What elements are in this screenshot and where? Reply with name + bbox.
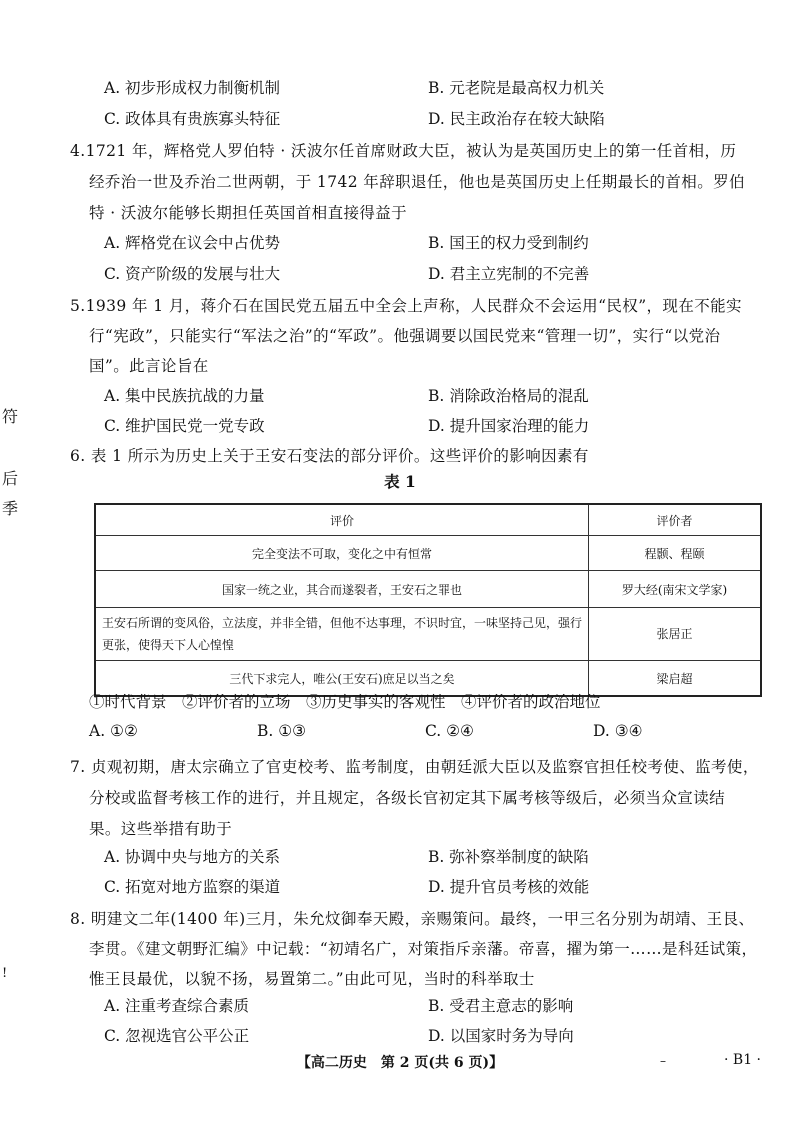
q7-options-row-1 xyxy=(104,845,764,875)
q7-option-a[interactable]: A. 协调中央与地方的关系 xyxy=(104,848,281,866)
q4-option-a[interactable]: A. 辉格党在议会中占优势 xyxy=(104,234,281,252)
table-cell-evaluation: 国家一统之业，其合而遂裂者，王安石之罪也 xyxy=(95,571,589,608)
q8-option-c[interactable]: C. 忽视选官公平公正 xyxy=(104,1027,250,1045)
margin-char: 后 xyxy=(2,469,19,488)
q8-stem-line: 8. 明建文二年(1400 年)三月，朱允炆御奉天殿，亲赐策问。最终，一甲三名分别为胡靖、王艮、 xyxy=(70,910,755,928)
q5-stem-line: 5.1939 年 1 月，蒋介石在国民党五届五中全会上声称，人民群众不会运用“民权”，现在不能实 xyxy=(70,297,742,315)
q8-options-row-2 xyxy=(104,1024,764,1054)
q7-option-d[interactable]: D. 提升官员考核的效能 xyxy=(428,878,590,896)
table-row xyxy=(95,536,761,571)
q3-options-row-2 xyxy=(104,107,764,137)
q7-option-b[interactable]: B. 弥补察举制度的缺陷 xyxy=(428,848,589,866)
table-cell-evaluation: 王安石所谓的变风俗，立法度，并非全错，但他不达事理，不识时宜，一味坚持己见，强行更张，使得天下人心惶惶 xyxy=(95,608,589,661)
table-cell-author: 罗大经(南宋文学家) xyxy=(589,571,762,608)
table-row xyxy=(95,608,761,661)
q6-option-c[interactable]: C. ②④ xyxy=(425,722,474,740)
q6-option-b[interactable]: B. ①③ xyxy=(257,722,307,740)
q3-options-row-1 xyxy=(104,76,764,106)
q6-factor-list: ①时代背景 ②评价者的立场 ③历史事实的客观性 ④评价者的政治地位 xyxy=(89,693,601,711)
q5-option-c[interactable]: C. 维护国民党一党专政 xyxy=(104,417,265,435)
q5-stem-line: 国”。此言论旨在 xyxy=(89,357,209,375)
table-caption: 表 1 xyxy=(384,472,416,491)
q8-option-d[interactable]: D. 以国家时务为导向 xyxy=(428,1027,574,1045)
q8-stem-line: 李贯。《建文朝野汇编》中记载：“初靖名广，对策指斥亲藩。帝喜，擢为第一……是科廷试策， xyxy=(89,940,758,958)
q7-option-c[interactable]: C. 拓宽对地方监察的渠道 xyxy=(104,878,281,896)
q3-option-a[interactable]: A. 初步形成权力制衡机制 xyxy=(104,79,281,97)
table-row xyxy=(95,571,761,608)
q5-option-b[interactable]: B. 消除政治格局的混乱 xyxy=(428,387,589,405)
q3-option-b[interactable]: B. 元老院是最高权力机关 xyxy=(428,79,605,97)
table-header-row xyxy=(95,504,761,536)
q4-stem-line: 经乔治一世及乔治二世两朝，于 1742 年辞职退任，他也是英国历史上任期最长的首相。罗伯 xyxy=(89,173,745,191)
q8-options-row-1 xyxy=(104,994,764,1024)
q4-stem-line: 特 · 沃波尔能够长期担任英国首相直接得益于 xyxy=(89,204,408,222)
q7-options-row-2 xyxy=(104,875,764,905)
table-cell-evaluation: 完全变法不可取，变化之中有恒常 xyxy=(95,536,589,571)
margin-char: ! xyxy=(2,966,8,981)
footer-dash: – xyxy=(660,1054,666,1068)
q6-option-a[interactable]: A. ①② xyxy=(89,722,138,740)
q4-option-d[interactable]: D. 君主立宪制的不完善 xyxy=(428,265,590,283)
margin-char: 符 xyxy=(2,407,19,426)
q8-option-b[interactable]: B. 受君主意志的影响 xyxy=(428,997,574,1015)
q6-option-d[interactable]: D. ③④ xyxy=(593,722,643,740)
table-header-cell: 评价 xyxy=(95,504,589,536)
q5-option-d[interactable]: D. 提升国家治理的能力 xyxy=(428,417,590,435)
margin-char: 季 xyxy=(2,499,19,518)
q5-option-a[interactable]: A. 集中民族抗战的力量 xyxy=(104,387,265,405)
page-footer: 【高二历史 第 2 页(共 6 页)】 xyxy=(296,1055,504,1071)
q5-stem-line: 行“宪政”，只能实行“军法之治”的“军政”。他强调要以国民党来“管理一切”，实行“以党治 xyxy=(89,327,721,345)
table-header-cell: 评价者 xyxy=(589,504,762,536)
q6-stem-line: 6. 表 1 所示为历史上关于王安石变法的部分评价。这些评价的影响因素有 xyxy=(70,447,589,465)
table-cell-author: 张居正 xyxy=(589,608,762,661)
q4-option-b[interactable]: B. 国王的权力受到制约 xyxy=(428,234,589,252)
q3-option-c[interactable]: C. 政体具有贵族寡头特征 xyxy=(104,110,281,128)
q3-option-d[interactable]: D. 民主政治存在较大缺陷 xyxy=(428,110,605,128)
table-cell-author: 梁启超 xyxy=(589,661,762,697)
q7-stem-line: 7. 贞观初期，唐太宗确立了官吏校考、监考制度，由朝廷派大臣以及监察官担任校考使、监考使， xyxy=(70,758,759,776)
q4-option-c[interactable]: C. 资产阶级的发展与壮大 xyxy=(104,265,281,283)
q4-options-row-2 xyxy=(104,262,764,292)
q5-options-row-1 xyxy=(104,384,764,414)
table-cell-evaluation: 三代下求完人，唯公(王安石)庶足以当之矣 xyxy=(95,661,589,697)
q8-stem-line: 惟王艮最优，以貌不扬，易置第二。”由此可见，当时的科举取士 xyxy=(89,970,535,988)
q4-stem-line: 4.1721 年，辉格党人罗伯特 · 沃波尔任首席财政大臣，被认为是英国历史上的第一任首相，历 xyxy=(70,142,737,160)
q7-stem-line: 果。这些举措有助于 xyxy=(89,820,233,838)
table-cell-author: 程颢、程颐 xyxy=(589,536,762,571)
q7-stem-line: 分校或监督考核工作的进行，并且规定，各级长官初定其下属考核等级后，必须当众宣读结 xyxy=(89,789,726,807)
evaluation-table xyxy=(94,503,762,697)
q4-options-row-1 xyxy=(104,231,764,261)
q5-options-row-2 xyxy=(104,414,764,444)
paper-code: · B1 · xyxy=(724,1052,761,1068)
q8-option-a[interactable]: A. 注重考查综合素质 xyxy=(104,997,250,1015)
